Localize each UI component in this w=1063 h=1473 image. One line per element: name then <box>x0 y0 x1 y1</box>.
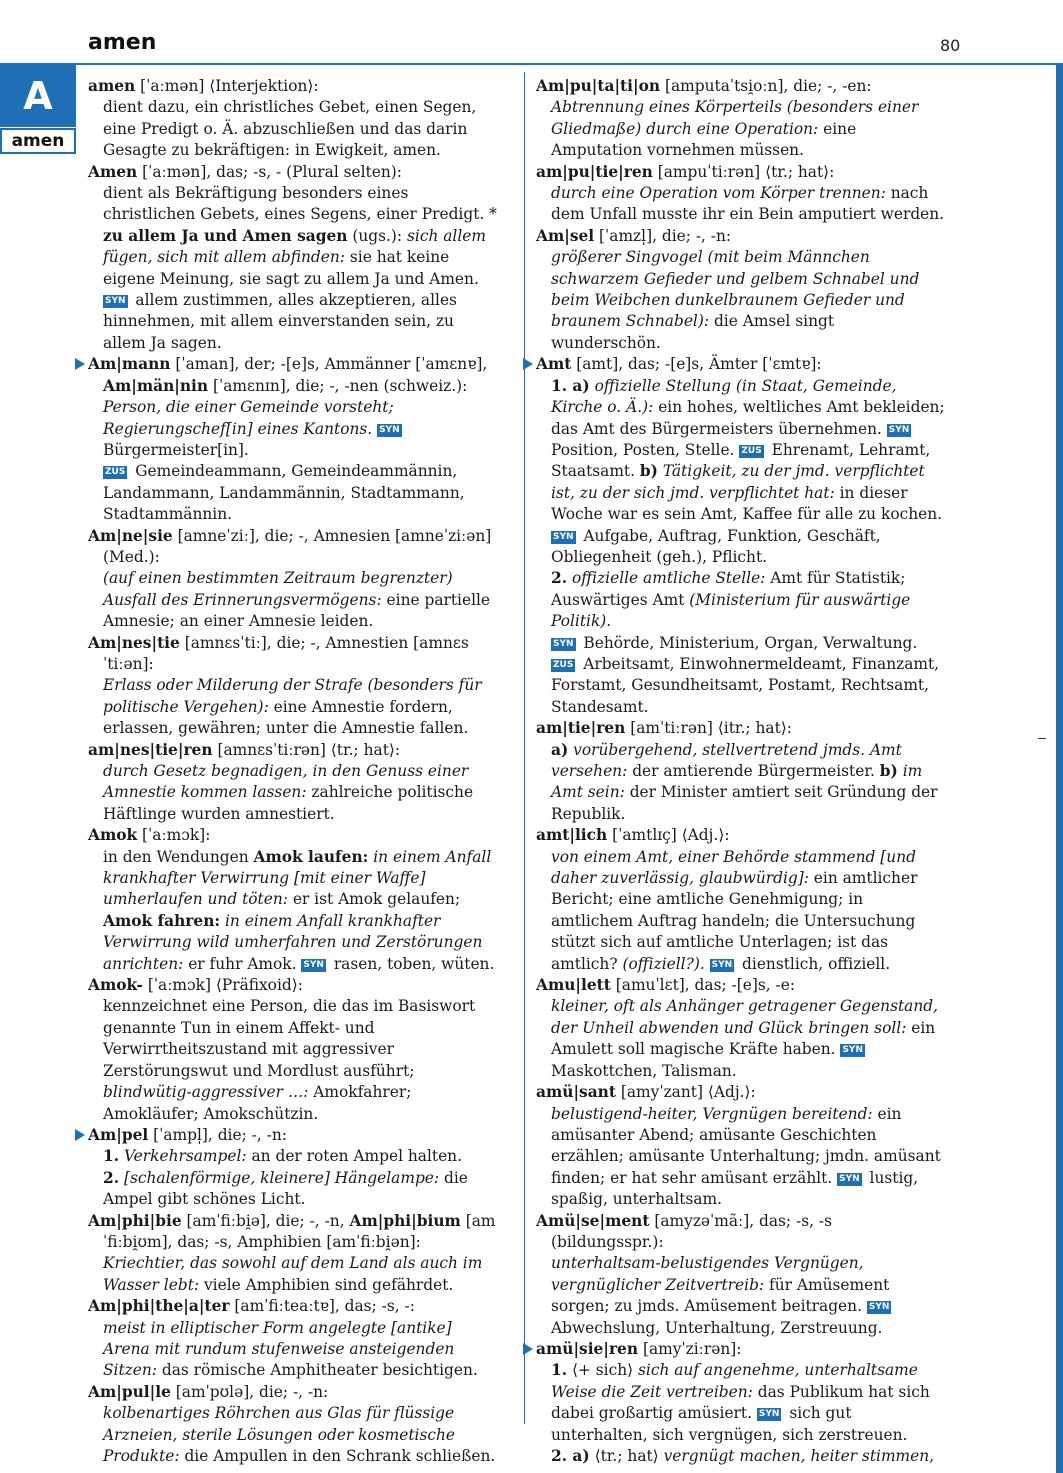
bold-text: Am|phi|bie <box>88 1211 182 1230</box>
bold-text: zu allem Ja und Amen sagen <box>103 226 348 245</box>
entry-headline <box>88 1125 500 1146</box>
label-badge: ZUS <box>741 445 762 456</box>
entry-text: eine Amnestie fordern, erlassen, gewähren; unter die Amnestie fallen. <box>103 697 469 738</box>
entry-text: [ˈaːmɔk] ⟨Präfixoid⟩: <box>142 976 303 995</box>
bold-text: Amok <box>88 826 138 845</box>
entry-text: [amneˈziː], die; -, Amnesien [amneˈziːən] (Med.): <box>103 526 492 566</box>
definition-text: sich allem fügen, sich mit allem abfinden: <box>103 226 486 267</box>
definition-text: Kriechtier, das sowohl auf dem Land als auch im Wasser lebt: <box>103 1254 483 1294</box>
entry-text: der amtierende Bürgermeister. <box>627 762 880 780</box>
entry-body <box>88 461 500 525</box>
entry-text: [amˈfiːteaːtɐ], das; -s, -: <box>229 1297 415 1316</box>
dictionary-entry <box>88 162 500 355</box>
bold-text: Amok- <box>88 976 143 995</box>
thumb-tab-letter: A <box>0 65 76 127</box>
dictionary-entry <box>536 76 948 162</box>
entry-body <box>536 1446 948 1467</box>
page-number: 80 <box>940 36 961 55</box>
bold-text: b) <box>879 762 898 780</box>
bold-text: Amok fahren: <box>103 911 221 930</box>
entry-text: [ˈamzl̩], die; -, -n: <box>594 226 732 245</box>
entry-text: [ˈaːmən] ⟨Interjektion⟩: <box>135 77 319 95</box>
bold-text: Am|pel <box>88 1125 149 1144</box>
entry-text: die Ampullen in den Schrank schließen. <box>179 1447 496 1465</box>
entry-body <box>536 568 948 632</box>
definition-text: in einem Anfall krankhafter Verwirrung wild umherfahren und Zerstörungen anrichten: <box>103 911 483 973</box>
definition-text: durch eine Operation vom Körper trennen: <box>551 184 886 203</box>
entry-body <box>88 97 500 161</box>
bold-text: Am|ne|sie <box>88 526 173 545</box>
entry-body <box>536 654 948 718</box>
entry-headline <box>536 975 948 996</box>
bold-text: Am|pu|ta|ti|on <box>536 77 661 95</box>
definition-text: sich auf angenehme, unterhaltsame Weise die Zeit vertreiben: <box>551 1361 918 1401</box>
entry-text: in dieser Woche war es sein Amt, Kaffee für alle zu kochen. <box>551 483 943 524</box>
label-badge: SYN <box>839 1173 860 1184</box>
entry-body <box>536 247 948 354</box>
entry-headline <box>88 825 500 846</box>
right-column <box>536 76 948 1467</box>
definition-text: von einem Amt, einer Behörde stammend [und daher zuverlässig, glaubwürdig]: <box>551 847 916 888</box>
entry-text: [amputaˈtsi̯oːn], die; -, -en: <box>660 77 872 95</box>
entry-text: [amˈfiːbi̯ə], die; -, -n, <box>181 1211 350 1230</box>
entry-text: in den Wendungen <box>103 847 254 866</box>
dictionary-entry <box>536 354 948 718</box>
entry-text: Position, Posten, Stelle. <box>551 440 740 459</box>
bold-text: Am|pul|le <box>88 1382 171 1401</box>
bold-text: Amu|lett <box>536 976 611 995</box>
bold-text: Am|phi|bium <box>349 1211 461 1230</box>
definition-text: belustigend-heiter, Vergnügen bereitend: <box>551 1104 873 1123</box>
entry-body <box>88 1146 500 1167</box>
bold-text: Amen <box>88 162 138 181</box>
entry-text: zahlreiche politische Häftlinge wurden amnestiert. <box>103 783 474 823</box>
dictionary-entry <box>536 825 948 975</box>
label-badge: SYN <box>842 1045 863 1056</box>
entry-text: [amt], das; -[e]s, Ämter [ˈɛmtɐ]: <box>571 355 822 374</box>
entry-text: Maskottchen, Talisman. <box>551 1061 737 1080</box>
entry-text: die Ampel gibt schönes Licht. <box>103 1168 468 1209</box>
bold-text: 1. <box>551 1361 568 1380</box>
entry-text: [ˈampl̩], die; -, -n: <box>148 1125 287 1144</box>
entry-text: [ˈamtlɪç] ⟨Adj.⟩: <box>607 826 730 845</box>
entry-text: viele Amphibien sind gefährdet. <box>199 1275 454 1294</box>
dictionary-entry <box>88 825 500 975</box>
label-badge: ZUS <box>105 467 126 478</box>
entry-headline <box>88 526 500 569</box>
entry-headline <box>88 76 500 97</box>
column-divider <box>524 72 525 1424</box>
entry-body <box>536 183 948 226</box>
bold-text: amü|sant <box>536 1083 616 1102</box>
definition-text: größerer Singvogel (mit beim Männchen schwarzem Gefieder und gelbem Schnabel und beim Weibchen dunkelbraunem Gefieder und braunem Schnabel): <box>551 248 920 331</box>
running-headword: amen <box>88 30 157 55</box>
definition-text: im Amt sein: <box>551 762 923 802</box>
entry-headline <box>88 1211 500 1254</box>
entry-text: [amnɛsˈtiː], die; -, Amnestien [amnɛsˈtiːən]: <box>103 633 469 673</box>
definition-text: offizielle amtliche Stelle: <box>571 569 766 588</box>
dictionary-entry <box>88 740 500 826</box>
thumb-tab-word: amen <box>0 128 76 154</box>
entry-body <box>88 761 500 825</box>
entry-text: [amˈpʊlə], die; -, -n: <box>170 1382 329 1401</box>
entry-text: [ˈaman], der; -[e]s, Ammänner [ˈamɛnɐ], <box>170 355 488 374</box>
dictionary-entry <box>88 354 500 525</box>
bold-text: Am|nes|tie <box>88 633 180 652</box>
entry-text: sich gut unterhalten, sich vergnügen, sich zerstreuen. <box>551 1404 908 1444</box>
entry-text: [amyzəˈmãː], das; -s, -s (bildungsspr.): <box>551 1211 832 1251</box>
entry-headline <box>88 1382 500 1403</box>
entry-headline <box>536 1082 948 1103</box>
entry-body <box>88 1253 500 1296</box>
entry-body <box>536 97 948 161</box>
key-entry-marker-icon <box>523 1343 533 1355</box>
entry-headline <box>536 226 948 247</box>
entry-text: rasen, toben, wüten. <box>328 954 495 973</box>
entry-headline <box>88 1296 500 1317</box>
dictionary-entry <box>88 76 500 162</box>
bold-text: amü|sie|ren <box>536 1339 639 1358</box>
entry-text: kennzeichnet eine Person, die das im Basiswort genannte Tun in einem Affekt- und Verwirrtheitszustand mit aggressiver Zerstörungswut und Mordlust ausführt; <box>103 997 476 1080</box>
entry-headline <box>536 76 948 97</box>
bold-text: Am|män|nin <box>103 376 209 395</box>
entry-body <box>88 1168 500 1211</box>
entry-text: an der roten Ampel halten. <box>246 1147 462 1166</box>
definition-text: Erlass oder Milderung der Strafe (besonders für politische Vergehen): <box>103 676 482 716</box>
bold-text: 2. <box>103 1168 120 1187</box>
label-badge: SYN <box>553 638 574 649</box>
entry-text: er fuhr Amok. <box>183 954 302 973</box>
entry-headline <box>536 162 948 183</box>
bold-text: Amt <box>536 355 572 374</box>
entry-text: [amˈfiːbi̯ʊm], das; -s, Amphibien [amˈfiːbi̯ən]: <box>103 1211 496 1251</box>
entry-text: [ˈaːmɔk]: <box>137 826 211 845</box>
definition-text: (auf einen bestimmten Zeitraum begrenzter) Ausfall des Erinnerungsvermögens: <box>103 569 453 609</box>
entry-body <box>536 526 948 569</box>
entry-body <box>88 568 500 632</box>
definition-text: unterhaltsam-belustigendes Vergnügen, vergnüglicher Zeitvertreib: <box>551 1254 864 1294</box>
definition-text: kleiner, oft als Anhänger getragener Gegenstand, der Unheil abwenden und Glück bringen soll: <box>551 997 939 1037</box>
entry-text: ⟨+ sich⟩ <box>567 1361 639 1380</box>
entry-text: dient als Bekräftigung besonders eines christlichen Gebets, eines Segens, einer Predigt. * <box>103 184 497 224</box>
entry-text: Amokfahrer; Amokläufer; Amokschützin. <box>103 1083 412 1123</box>
definition-text: in einem Anfall krankhafter Verwirrung [mit einer Waffe] umherlaufen und töten: <box>103 847 492 909</box>
entry-body <box>88 397 500 461</box>
entry-text: ein amtlicher Bericht; eine amtliche Genehmigung; in amtlichem Auftrag handeln; die Untersuchung stützt sich auf amtliche Unterlagen; ist das amtlich? <box>551 869 918 973</box>
entry-body <box>536 376 948 526</box>
entry-body <box>88 1318 500 1382</box>
entry-headline <box>536 354 948 375</box>
label-badge: SYN <box>868 1302 890 1313</box>
entry-text: (ugs.): <box>347 226 407 245</box>
dictionary-entry <box>536 1339 948 1467</box>
entry-text: das Publikum hat sich dabei großartig amüsiert. <box>551 1382 930 1423</box>
bold-text: am|pu|tie|ren <box>536 162 653 181</box>
entry-text: [amyˈziːrən]: <box>638 1339 742 1358</box>
dictionary-entry <box>536 1211 948 1339</box>
entry-headline <box>536 1339 948 1360</box>
key-entry-marker-icon <box>523 358 533 370</box>
bold-text: Amok laufen: <box>253 847 369 866</box>
entry-text: [amuˈlɛt], das; -[e]s, -e: <box>610 976 796 995</box>
entry-headline <box>536 825 948 846</box>
entry-headline <box>88 975 500 996</box>
entry-headline <box>536 718 948 739</box>
dictionary-entry <box>88 633 500 740</box>
entry-text: Gemeindeammann, Gemeindeammännin, Landammann, Landammännin, Stadtammann, Stadtammännin. <box>103 462 465 524</box>
label-badge: SYN <box>379 424 400 435</box>
bold-text: 2. <box>551 569 568 588</box>
definition-text: offizielle Stellung (in Staat, Gemeinde, Kirche o. Ä.): <box>551 376 897 417</box>
dictionary-entry <box>88 526 500 633</box>
entry-text: lustig, spaßig, unterhaltsam. <box>551 1168 919 1209</box>
entry-text: [amyˈzant] ⟨Adj.⟩: <box>615 1083 756 1102</box>
bold-text: Am|mann <box>88 355 171 374</box>
entry-text: allem zustimmen, alles akzeptieren, alles hinnehmen, mit allem einverstanden sein, zu allem Ja sagen. <box>103 291 457 352</box>
entry-text: ein hohes, weltliches Amt bekleiden; das Amt des Bürgermeisters übernehmen. <box>551 398 945 438</box>
definition-text: vorübergehend, stellvertretend jmds. Amt versehen: <box>551 740 902 780</box>
label-badge: SYN <box>758 1409 780 1420</box>
entry-text: er ist Amok gelaufen; <box>287 890 461 909</box>
bold-text: 2. a) <box>551 1447 590 1465</box>
entry-text: das römische Amphitheater besichtigen. <box>156 1361 478 1380</box>
entry-body <box>536 1253 948 1339</box>
definition-text: [schalenförmige, kleinere] Hängelampe: <box>123 1168 440 1187</box>
label-badge: SYN <box>888 424 910 435</box>
definition-text: (offiziell?). <box>622 954 705 973</box>
entry-text: [ˈaːmən], das; -s, - (Plural selten): <box>137 162 402 181</box>
entry-headline <box>88 633 500 676</box>
label-badge: ZUS <box>553 659 574 670</box>
edge-bar <box>1056 63 1063 1473</box>
definition-text: blindwütig-aggressiver …: <box>103 1083 309 1102</box>
bold-text: 1. <box>103 1147 120 1166</box>
dictionary-entry <box>536 226 948 354</box>
entry-body <box>88 996 500 1124</box>
entry-text: eine partielle Amnesie; an einer Amnesie leiden. <box>103 590 491 631</box>
dictionary-entry <box>88 975 500 1125</box>
entry-body <box>536 1360 948 1446</box>
bold-text: Am|sel <box>536 226 595 245</box>
entry-text: [ampuˈtiːrən] ⟨tr.; hat⟩: <box>652 162 835 181</box>
key-entry-marker-icon <box>75 358 85 370</box>
dictionary-entry <box>536 1082 948 1210</box>
entry-body <box>536 633 948 654</box>
dictionary-entry <box>536 162 948 226</box>
dictionary-entry <box>536 718 948 825</box>
entry-text: Behörde, Ministerium, Organ, Verwaltung. <box>578 633 918 652</box>
bold-text: Amü|se|ment <box>536 1211 650 1230</box>
definition-text: Person, die einer Gemeinde vorsteht; Regierungschef[in] eines Kantons. <box>103 398 394 438</box>
entry-headline <box>88 740 500 761</box>
entry-text: Arbeitsamt, Einwohnermeldeamt, Finanzamt, Forstamt, Gesundheitsamt, Postamt, Rechtsamt, Standesamt. <box>551 654 940 716</box>
entry-text: die Amsel singt wunderschön. <box>551 312 835 352</box>
dictionary-entry <box>88 1125 500 1211</box>
entry-text: Bürgermeister[in]. <box>103 440 249 459</box>
entry-text: nach dem Unfall musste ihr ein Bein amputiert werden. <box>551 184 945 224</box>
entry-body <box>536 1104 948 1211</box>
label-badge: SYN <box>303 959 324 970</box>
entry-text: [ˈamɛnɪn], die; -, -nen (schweiz.): <box>208 376 468 395</box>
entry-text: dienstlich, offiziell. <box>737 954 891 973</box>
entry-body <box>88 675 500 739</box>
entry-text: für Amüsement sorgen; zu jmds. Amüsement beitragen. <box>551 1275 890 1316</box>
entry-text: ein amüsanter Abend; amüsante Geschichten erzählen; amüsante Unterhaltung; jmdn. amüsant finden; er hat sehr amüsant erzählt. <box>551 1104 941 1187</box>
definition-text: Tätigkeit, zu der jmd. verpflichtet ist, zu der sich jmd. verpflichtet hat: <box>551 462 925 502</box>
definition-text: meist in elliptischer Form angelegte [antike] Arena mit rundum stufenweise ansteigenden Sitzen: <box>103 1318 455 1380</box>
header-rule <box>0 63 1063 65</box>
bold-text: amt|lich <box>536 826 608 845</box>
bold-text: b) <box>639 462 658 481</box>
bold-text: amen <box>88 77 136 95</box>
entry-text: Amt für Statistik; Auswärtiges Amt <box>551 569 906 609</box>
dictionary-entry <box>88 1382 500 1468</box>
left-column <box>88 76 500 1467</box>
entry-headline <box>536 1211 948 1254</box>
entry-text: sie hat keine eigene Meinung, sie sagt zu allem Ja und Amen. <box>103 248 479 288</box>
entry-body <box>88 1403 500 1467</box>
key-entry-marker-icon <box>75 1129 85 1141</box>
entry-headline <box>88 162 500 183</box>
definition-text: vergnügt machen, heiter stimmen, <box>663 1447 935 1465</box>
entry-text: dient dazu, ein christliches Gebet, einen Segen, eine Predigt o. Ä. abzuschließen und das darin Gesagte zu bekräftigen: in Ewigkeit, amen. <box>103 98 477 160</box>
dictionary-entry <box>536 975 948 1082</box>
label-badge: SYN <box>711 959 733 970</box>
entry-text: Aufgabe, Auftrag, Funktion, Geschäft, Obliegenheit (geh.), Pflicht. <box>551 526 881 566</box>
entry-text: eine Amputation vornehmen müssen. <box>551 119 857 160</box>
entry-headline <box>88 354 500 397</box>
label-badge: SYN <box>105 296 126 307</box>
bold-text: 1. a) <box>551 376 590 395</box>
entry-text: Abwechslung, Unterhaltung, Zerstreuung. <box>551 1318 883 1337</box>
dictionary-entry <box>88 1211 500 1297</box>
entry-text: Ehrenamt, Lehramt, Staatsamt. <box>551 440 931 481</box>
definition-text: (Ministerium für auswärtige Politik). <box>551 590 911 631</box>
margin-tick <box>1038 738 1046 739</box>
entry-text: [amnɛsˈtiːrən] ⟨tr.; hat⟩: <box>212 740 401 759</box>
entry-body <box>536 847 948 975</box>
entry-text: [amˈtiːrən] ⟨itr.; hat⟩: <box>625 719 792 738</box>
bold-text: am|nes|tie|ren <box>88 740 213 759</box>
definition-text: kolbenartiges Röhrchen aus Glas für flüssige Arzneien, sterile Lösungen oder kosmetische Produkte: <box>103 1404 456 1465</box>
entry-body <box>536 996 948 1082</box>
definition-text: Verkehrsampel: <box>123 1147 247 1166</box>
bold-text: a) <box>551 740 569 759</box>
entry-text: ein Amulett soll magische Kräfte haben. <box>551 1018 936 1059</box>
entry-body <box>536 740 948 826</box>
entry-text: ⟨tr.; hat⟩ <box>589 1447 664 1465</box>
entry-text: der Minister amtiert seit Gründung der Republik. <box>551 783 938 823</box>
dictionary-entry <box>88 1296 500 1382</box>
entry-body <box>88 183 500 354</box>
definition-text: Abtrennung eines Körperteils (besonders einer Gliedmaße) durch eine Operation: <box>551 98 919 138</box>
entry-body <box>88 847 500 975</box>
bold-text: Am|phi|the|a|ter <box>88 1297 230 1316</box>
definition-text: durch Gesetz begnadigen, in den Genuss einer Amnestie kommen lassen: <box>103 762 469 802</box>
bold-text: am|tie|ren <box>536 719 626 738</box>
label-badge: SYN <box>553 531 574 542</box>
